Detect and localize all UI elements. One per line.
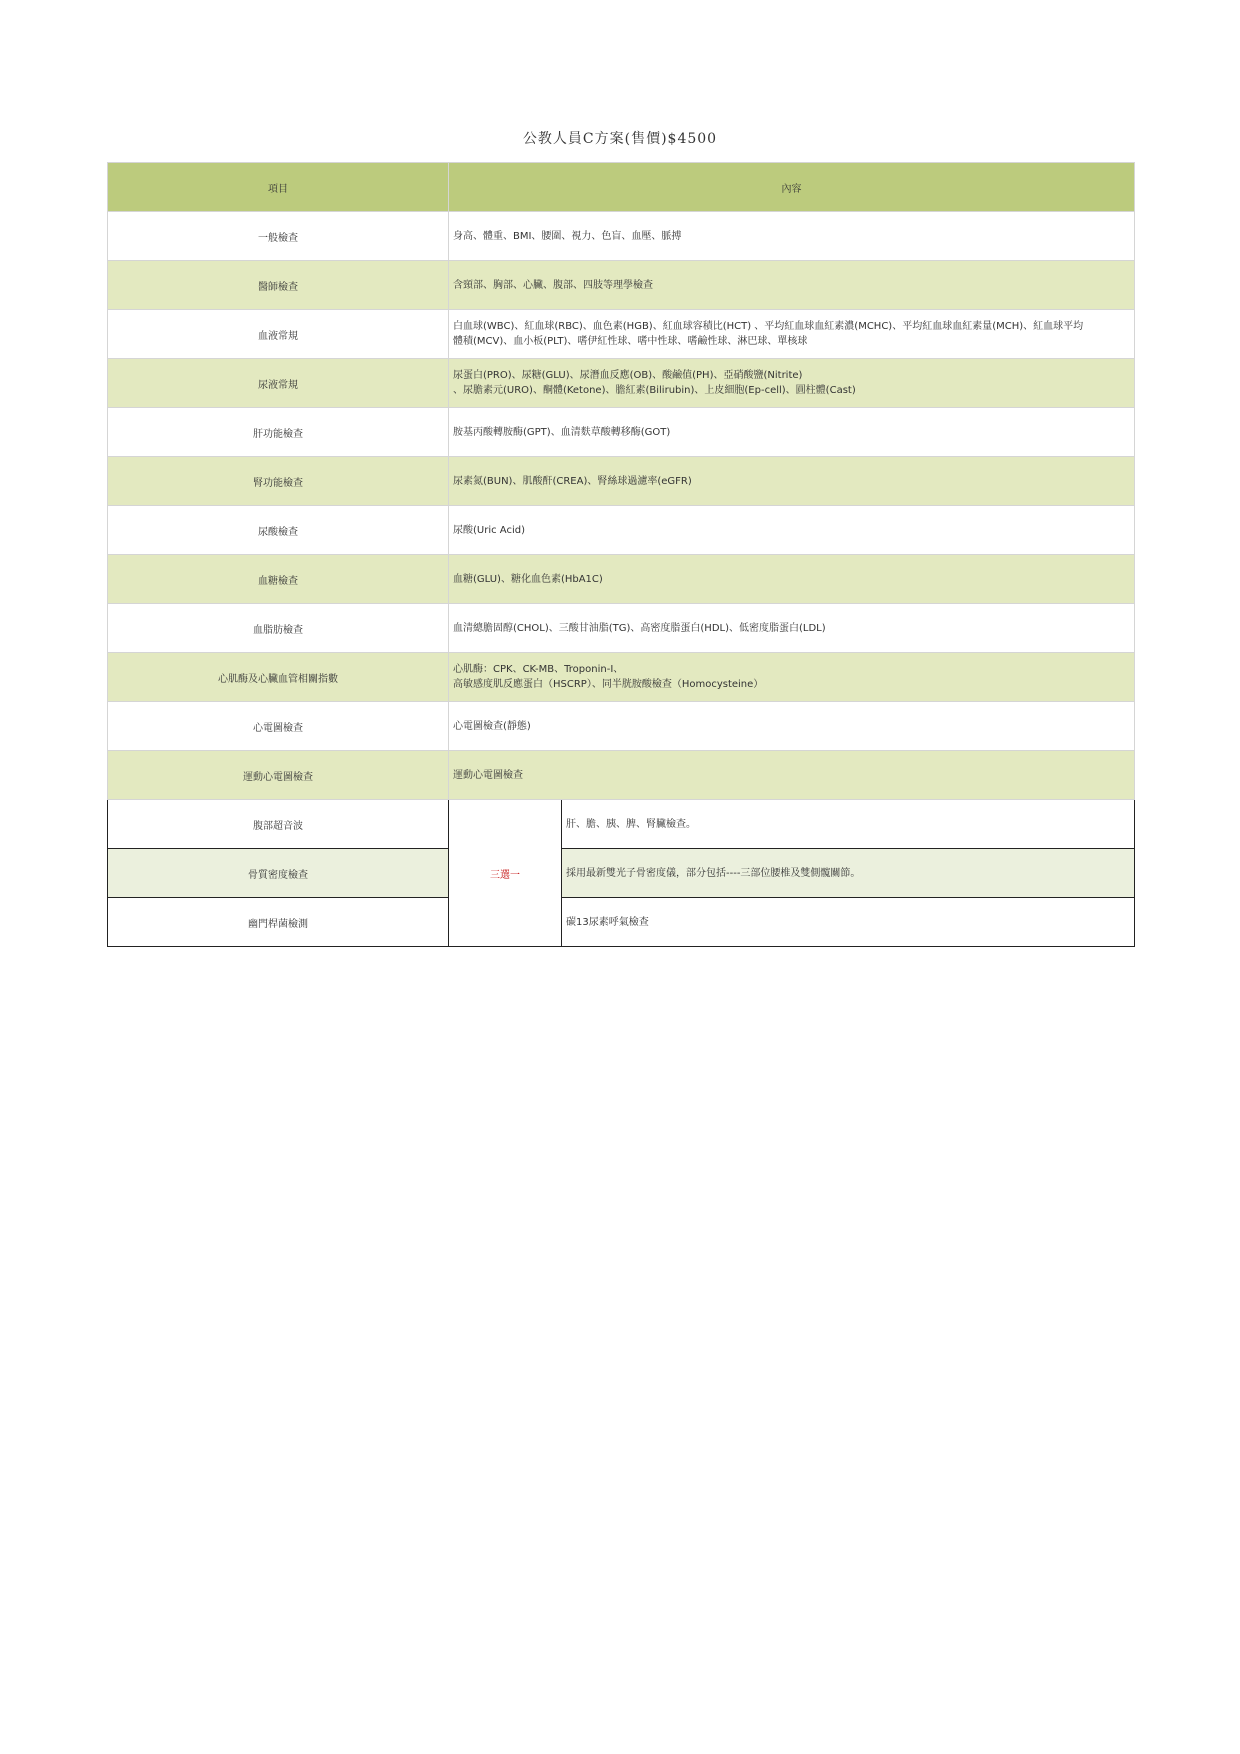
row-content: 尿素氮(BUN)、肌酸酐(CREA)、腎絲球過濾率(eGFR) bbox=[449, 457, 1135, 506]
row-item: 運動心電圖檢查 bbox=[108, 751, 449, 800]
choice-option-row bbox=[108, 849, 1135, 898]
row-content: 白血球(WBC)、紅血球(RBC)、血色素(HGB)、紅血球容積比(HCT) 、平均紅血球血紅素濃(MCHC)、平均紅血球血紅素量(MCH)、紅血球平均 體積(MCV)、血小板(PLT)、嗜伊紅性球、嗜中性球、嗜鹼性球、淋巴球、單核球 bbox=[449, 310, 1135, 359]
row-item: 腎功能檢查 bbox=[108, 457, 449, 506]
row-item: 尿酸檢查 bbox=[108, 506, 449, 555]
checkup-plan-table bbox=[107, 162, 1135, 947]
table-row bbox=[108, 555, 1135, 604]
choose-one-label: 三選一 bbox=[449, 800, 562, 947]
header-content: 內容 bbox=[449, 163, 1135, 212]
row-content: 血糖(GLU)、糖化血色素(HbA1C) bbox=[449, 555, 1135, 604]
option-item: 骨質密度檢查 bbox=[108, 849, 449, 898]
option-content: 採用最新雙光子骨密度儀，部分包括----三部位腰椎及雙側髖關節。 bbox=[562, 849, 1135, 898]
row-item: 心電圖檢查 bbox=[108, 702, 449, 751]
table-row bbox=[108, 310, 1135, 359]
header-item: 項目 bbox=[108, 163, 449, 212]
choice-option-row bbox=[108, 898, 1135, 947]
table-row bbox=[108, 408, 1135, 457]
table-row bbox=[108, 457, 1135, 506]
row-item: 血糖檢查 bbox=[108, 555, 449, 604]
table-row bbox=[108, 212, 1135, 261]
row-content: 含頸部、胸部、心臟、腹部、四肢等理學檢查 bbox=[449, 261, 1135, 310]
table-row bbox=[108, 751, 1135, 800]
option-content: 碳13尿素呼氣檢查 bbox=[562, 898, 1135, 947]
row-item: 醫師檢查 bbox=[108, 261, 449, 310]
option-item: 腹部超音波 bbox=[108, 800, 449, 849]
table-row bbox=[108, 604, 1135, 653]
row-content: 心肌酶：CPK、CK-MB、Troponin-I、 高敏感度肌反應蛋白（HSCRP）、同半胱胺酸檢查（Homocysteine） bbox=[449, 653, 1135, 702]
row-content: 胺基丙酸轉胺酶(GPT)、血清麩草酸轉移酶(GOT) bbox=[449, 408, 1135, 457]
table-row bbox=[108, 261, 1135, 310]
row-item: 心肌酶及心臟血管相關指數 bbox=[108, 653, 449, 702]
row-item: 尿液常規 bbox=[108, 359, 449, 408]
row-content: 尿酸(Uric Acid) bbox=[449, 506, 1135, 555]
table-row bbox=[108, 653, 1135, 702]
row-content: 運動心電圖檢查 bbox=[449, 751, 1135, 800]
option-item: 幽門桿菌檢測 bbox=[108, 898, 449, 947]
table-header-row bbox=[108, 163, 1135, 212]
row-item: 血脂肪檢查 bbox=[108, 604, 449, 653]
choice-option-row bbox=[108, 800, 1135, 849]
option-content: 肝、膽、胰、脾、腎臟檢查。 bbox=[562, 800, 1135, 849]
row-item: 血液常規 bbox=[108, 310, 449, 359]
row-content: 心電圖檢查(靜態) bbox=[449, 702, 1135, 751]
row-item: 一般檢查 bbox=[108, 212, 449, 261]
row-content: 尿蛋白(PRO)、尿糖(GLU)、尿潛血反應(OB)、酸鹼值(PH)、亞硝酸鹽(Nitrite) 、尿膽素元(URO)、酮體(Ketone)、膽紅素(Bilirubin)、上皮細胞(Ep-cell)、圓柱體(Cast) bbox=[449, 359, 1135, 408]
page-title: 公教人員C方案(售價)$4500 bbox=[522, 131, 718, 147]
table-row bbox=[108, 702, 1135, 751]
row-item: 肝功能檢查 bbox=[108, 408, 449, 457]
table-row bbox=[108, 506, 1135, 555]
table-row bbox=[108, 359, 1135, 408]
row-content: 身高、體重、BMI、腰圍、視力、色盲、血壓、脈搏 bbox=[449, 212, 1135, 261]
row-content: 血清總膽固醇(CHOL)、三酸甘油脂(TG)、高密度脂蛋白(HDL)、低密度脂蛋白(LDL) bbox=[449, 604, 1135, 653]
